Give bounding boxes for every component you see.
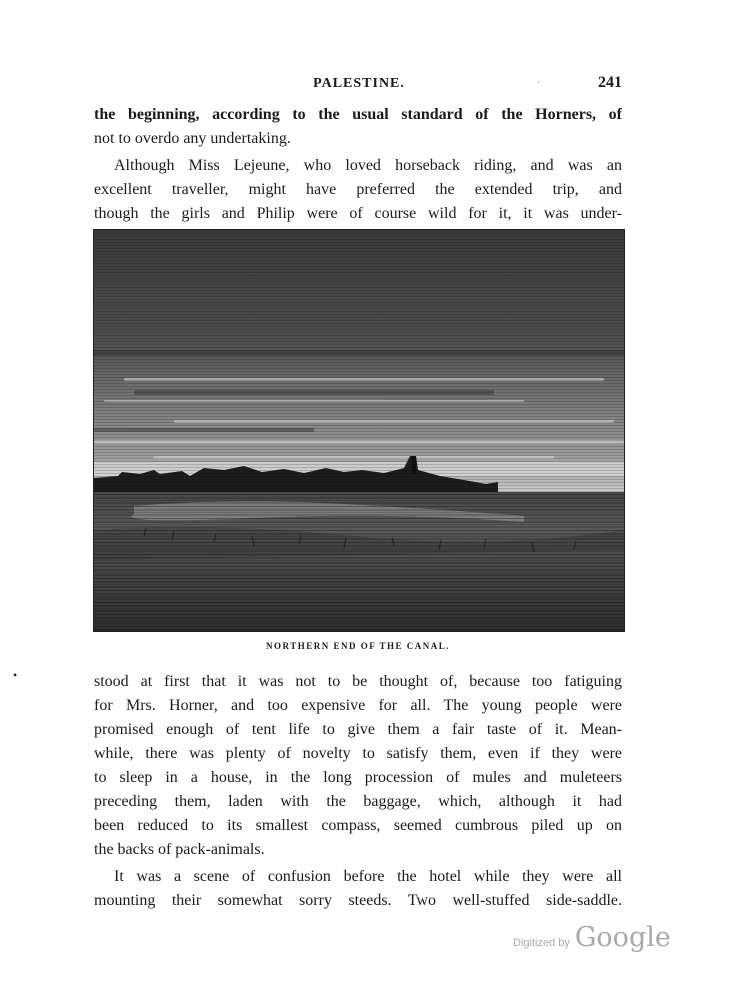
- text-line: preceding them, laden with the baggage, which, although it had: [94, 793, 622, 810]
- running-title: PALESTINE.: [313, 76, 405, 91]
- text-line: It was a scene of confusion before the hotel while they were all: [114, 868, 622, 885]
- text-line: been reduced to its smallest compass, seemed cumbrous piled up on: [94, 817, 622, 834]
- text-line: the backs of pack-animals.: [94, 841, 265, 858]
- text-line: Although Miss Lejeune, who loved horseback riding, and was an: [114, 157, 622, 174]
- text-line: while, there was plenty of novelty to satisfy them, even if they were: [94, 745, 622, 762]
- print-speck: ˙: [537, 80, 540, 90]
- text-line: for Mrs. Horner, and too expensive for all. The young people were: [94, 697, 622, 714]
- engraving-image: [94, 230, 624, 631]
- text-line: excellent traveller, might have preferred the extended trip, and: [94, 181, 622, 198]
- watermark-prefix: Digitized by: [513, 937, 570, 949]
- text-line: mounting their somewhat sorry steeds. Two well-stuffed side-saddle.: [94, 892, 622, 909]
- digitized-watermark: [513, 922, 671, 956]
- text-line: to sleep in a house, in the long procession of mules and muleteers: [94, 769, 622, 786]
- text-line: promised enough of tent life to give them a fair taste of it. Mean-: [94, 721, 622, 738]
- running-head: [94, 74, 624, 96]
- text-line: though the girls and Philip were of course wild for it, it was under-: [94, 205, 622, 222]
- margin-mark: •: [13, 668, 18, 682]
- illustration-caption: NORTHERN END OF THE CANAL.: [266, 641, 450, 651]
- watermark-brand: Google: [574, 922, 671, 953]
- body-text-top: [94, 103, 622, 226]
- text-line: not to overdo any undertaking.: [94, 130, 291, 147]
- engraving-illustration: [93, 229, 625, 632]
- page-number: 241: [598, 74, 622, 91]
- text-line: stood at first that it was not to be thought of, because too fatiguing: [94, 673, 622, 690]
- text-line: the beginning, according to the usual standard of the Horners, of: [94, 106, 622, 123]
- body-text-bottom: [94, 670, 622, 913]
